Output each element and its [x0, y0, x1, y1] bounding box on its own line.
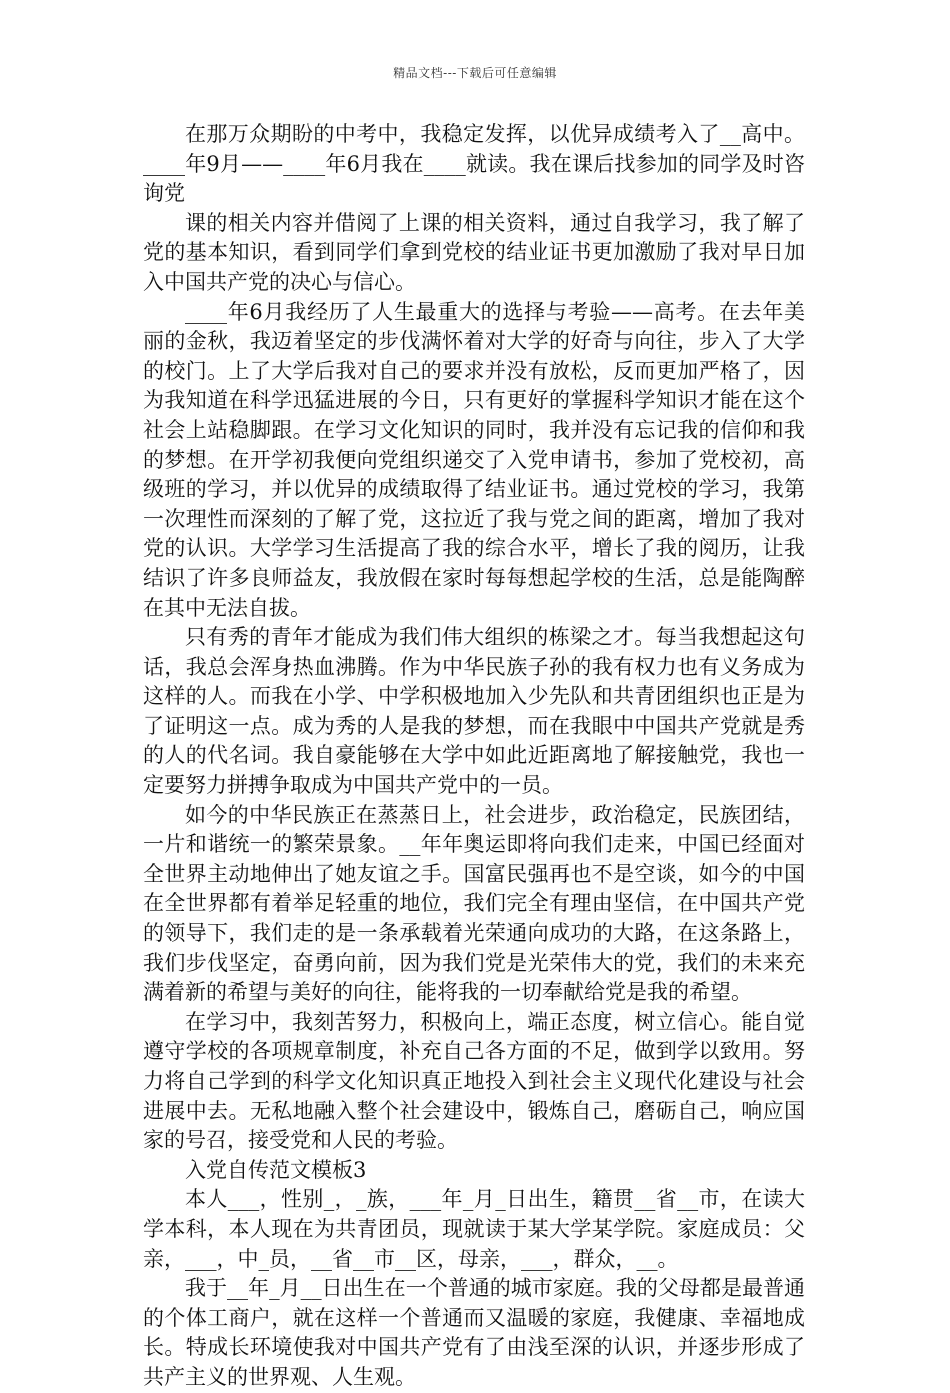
paragraph-ambition: 只有秀的青年才能成为我们伟大组织的栋梁之才。每当我想起这句话，我总会浑身热血沸腾。作为中华民族子孙的我有权力也有义务成为这样的人。而我在小学、中学积极地加入少先队和共青团组织也正是为了证明这一点。成为秀的人是我的梦想，而在我眼中中国共产党就是秀的人的代名词。我自豪能够在大学中如此近距离地了解接触党，我也一定要努力拼搏争取成为中国共产党中的一员。	[143, 625, 805, 798]
paragraph-nation: 如今的中华民族正在蒸蒸日上，社会进步，政治稳定，民族团结，一片和谐统一的繁荣景象。__年年奥运即将向我们走来，中国已经面对全世界主动地伸出了她友谊之手。国富民强再也不是空谈，如今的中国在全世界都有着举足轻重的地位，我们完全有理由坚信，在中国共产党的领导下，我们走的是一条承载着光荣通向成功的大路，在这条路上，我们步伐坚定，奋勇向前，因为我们党是光荣伟大的党，我们的未来充满着新的希望与美好的向往，能将我的一切奉献给党是我的希望。	[143, 802, 805, 1005]
paragraph-gaokao: ____年6月我经历了人生最重大的选择与考验——高考。在去年美丽的金秋，我迈着坚定的步伐满怀着对大学的好奇与向往，步入了大学的校门。上了大学后我对自己的要求并没有放松，反而更加严格了，因为我知道在科学迅猛进展的今日，只有更好的掌握科学知识才能在这个社会上站稳脚跟。在学习文化知识的同时，我并没有忘记我的信仰和我的梦想。在开学初我便向党组织递交了入党申请书，参加了党校初，高级班的学习，并以优异的成绩取得了结业证书。通过党校的学习，我第一次理性而深刻的了解了党，这拉近了我与党之间的距离，增加了我对党的认识。大学学习生活提高了我的综合水平，增长了我的阅历，让我结识了许多良师益友，我放假在家时每每想起学校的生活，总是能陶醉在其中无法自拔。	[143, 299, 805, 620]
paragraph-family: 我于__年_月__日出生在一个普通的城市家庭。我的父母都是最普通的个体工商户，就在这样一个普通而又温暖的家庭，我健康、幸福地成长。特成长环境使我对中国共产党有了由浅至深的认识，并逐步形成了共产主义的世界观、人生观。	[143, 1276, 805, 1389]
paragraph-intro: 在那万众期盼的中考中，我稳定发挥，以优异成绩考入了__高中。____年9月——____年6月我在____就读。我在课后找参加的同学及时咨询党	[143, 122, 805, 206]
page-header: 精品文档---下载后可任意编辑	[393, 66, 557, 80]
document-body	[143, 120, 805, 1393]
paragraph-party-course: 课的相关内容并借阅了上课的相关资料，通过自我学习，我了解了党的基本知识，看到同学们拿到党校的结业证书更加激励了我对早日加入中国共产党的决心与信心。	[143, 210, 805, 294]
section-heading: 入党自传范文模板3	[185, 1157, 367, 1182]
paragraph-personal-info: 本人___，性别_，_族，___年_月_日出生，籍贯__省__市，在读大学本科，本人现在为共青团员，现就读于某大学某学院。家庭成员：父亲，___，中_员，__省__市__区，母亲，___，群众，__。	[143, 1187, 805, 1271]
paragraph-study: 在学习中，我刻苦努力，积极向上，端正态度，树立信心。能自觉遵守学校的各项规章制度，补充自己各方面的不足，做到学以致用。努力将自己学到的科学文化知识真正地投入到社会主义现代化建设与社会进展中去。无私地融入整个社会建设中，锻炼自己，磨砺自己，响应国家的号召，接受党和人民的考验。	[143, 1009, 805, 1153]
